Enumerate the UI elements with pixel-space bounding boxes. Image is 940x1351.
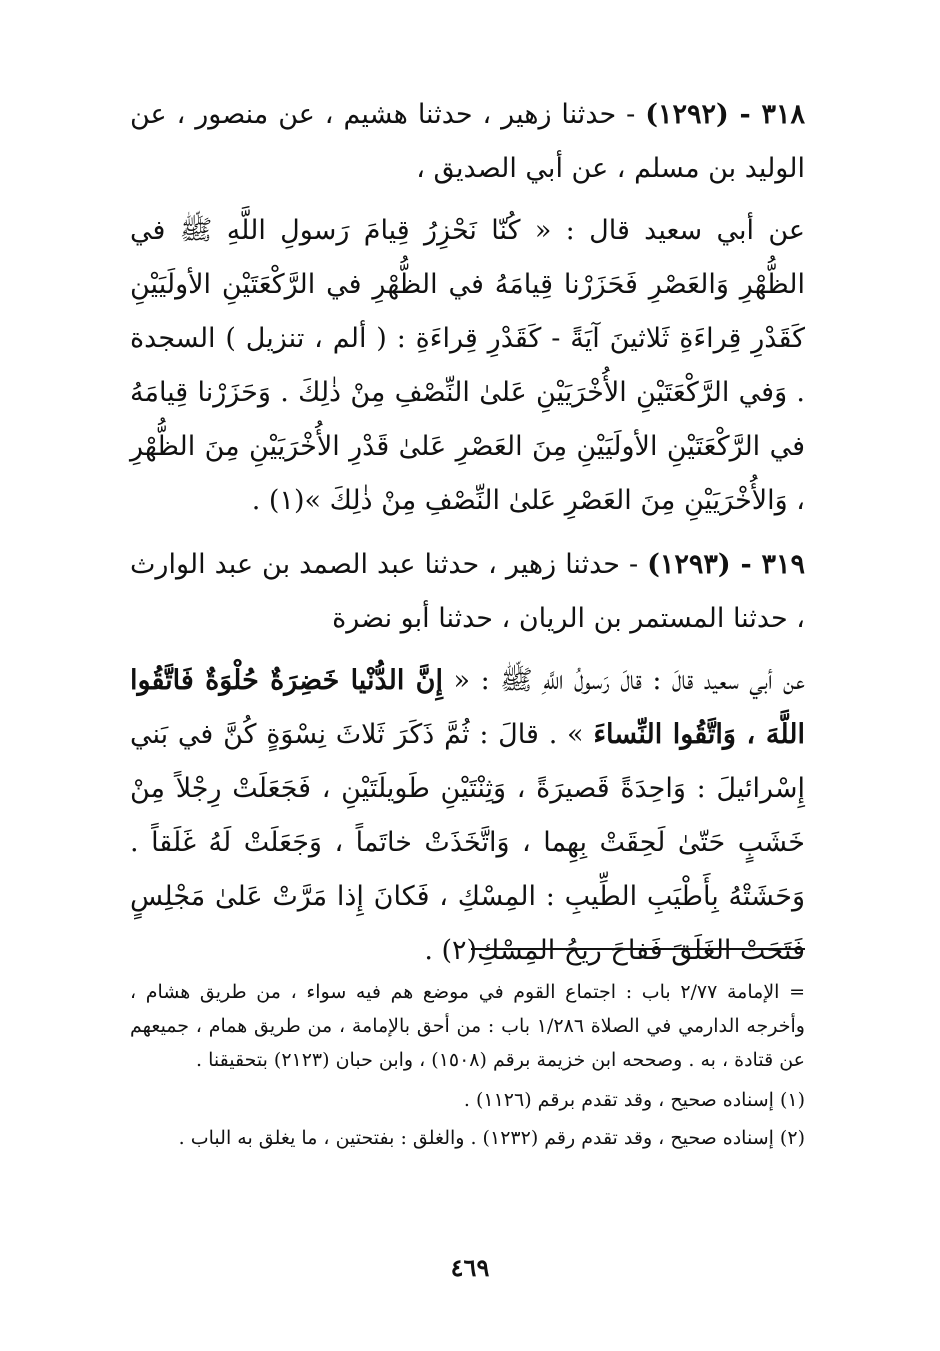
- isnad-text: - حدثنا زهير ، حدثنا عبد الصمد بن عبد الوارث ، حدثنا المستمر بن الريان ، حدثنا أبو نضرة: [130, 549, 805, 634]
- footnotes: [130, 975, 805, 1159]
- isnad-text: - حدثنا زهير ، حدثنا هشيم ، عن منصور ، عن الوليد بن مسلم ، عن أبي الصديق ،: [130, 99, 805, 184]
- hadith-318-matn: عن أبي سعيد قال : « كُنّا نَحْزِرُ قِيامَ رَسولِ اللَّهِ ﷺ في الظُّهْرِ وَالعَصْرِ فَحَزَرْنا قِيامَهُ في الظُّهْرِ في الرَّكْعَتَيْنِ الأولَيَيْنِ كَقَدْرِ قِراءَةِ ثَلاثينَ آيَةً - كَقَدْرِ قِراءَةِ : ( ألم ، تنزيل ) السجدة . وَفي الرَّكْعَتَيْنِ الأُخْرَيَيْنِ عَلىٰ النِّصْفِ مِنْ ذٰلِكَ . وَحَزَرْنا قِيامَهُ في الرَّكْعَتَيْنِ الأولَيَيْنِ مِنَ العَصْرِ عَلىٰ قَدْرِ الأُخْرَيَيْنِ مِنَ الظُّهْرِ ، وَالأُخْرَيَيْنِ مِنَ العَصْرِ عَلىٰ النِّصْفِ مِنْ ذٰلِكَ »(١) .: [130, 215, 805, 516]
- hadith-318-isnad: [130, 88, 805, 196]
- hadith-number: ٣١٨ - (١٢٩٢): [645, 99, 805, 130]
- hadith-319-matn: [130, 654, 805, 978]
- matn-rest: » . قالَ : ثُمَّ ذَكَرَ ثَلاثَ نِسْوَةٍ كُنَّ في بَني إِسْرائيلَ : وَاحِدَةً قَصيرَةً ، وَثِنْتَيْنِ طَويلَتَيْنِ ، فَجَعَلَتْ رِجْلاً مِنْ خَشَبٍ حَتّىٰ لَحِقَتْ بِهِما ، وَاتَّخَذَتْ خاتَماً ، وَجَعَلَتْ لَهُ غَلَقاً . وَحَشَتْهُ بِأَطْيَبِ الطِّيبِ : المِسْكِ ، فَكانَ إِذا مَرَّتْ عَلىٰ مَجْلِسٍ فَتَحَتْ الغَلَقَ فَفاحَ ريحُ المِسْكِ(٢) .: [130, 719, 805, 966]
- footnote-1: (١) إسناده صحيح ، وقد تقدم برقم (١١٢٦) .: [463, 1089, 805, 1111]
- footnote-separator: [471, 948, 805, 950]
- footnote-continuation: = الإمامة ٢/٧٧ باب : اجتماع القوم في موضع هم فيه سواء ، من طريق هشام ، وأخرجه الدارمي في الصلاة ١/٢٨٦ باب : من أحق بالإمامة ، من طريق همام ، جميعهم عن قتادة ، به . وصححه ابن خزيمة برقم (١٥٠٨) ، وابن حبان (٢١٢٣) بتحقيقنا .: [130, 981, 805, 1071]
- matn-quote: إِنَّ الدُّنْيا خَضِرَةٌ حُلْوَةٌ فَاتَّقُوا اللَّهَ ، وَاتَّقُوا النِّساءَ: [130, 665, 805, 750]
- hadith-number: ٣١٩ - (١٢٩٣): [647, 549, 805, 580]
- footnote-2: (٢) إسناده صحيح ، وقد تقدم رقم (١٢٣٢) . والغلق : بفتحتين ، ما يغلق به الباب .: [178, 1127, 805, 1149]
- main-text: [130, 88, 805, 988]
- matn-intro: عن أبي سعيد قالَ : قالَ رَسولُ اللَّهِ ﷺ : «: [453, 665, 805, 696]
- hadith-319-isnad: [130, 538, 805, 646]
- page-number: ٤٦٩: [450, 1253, 490, 1282]
